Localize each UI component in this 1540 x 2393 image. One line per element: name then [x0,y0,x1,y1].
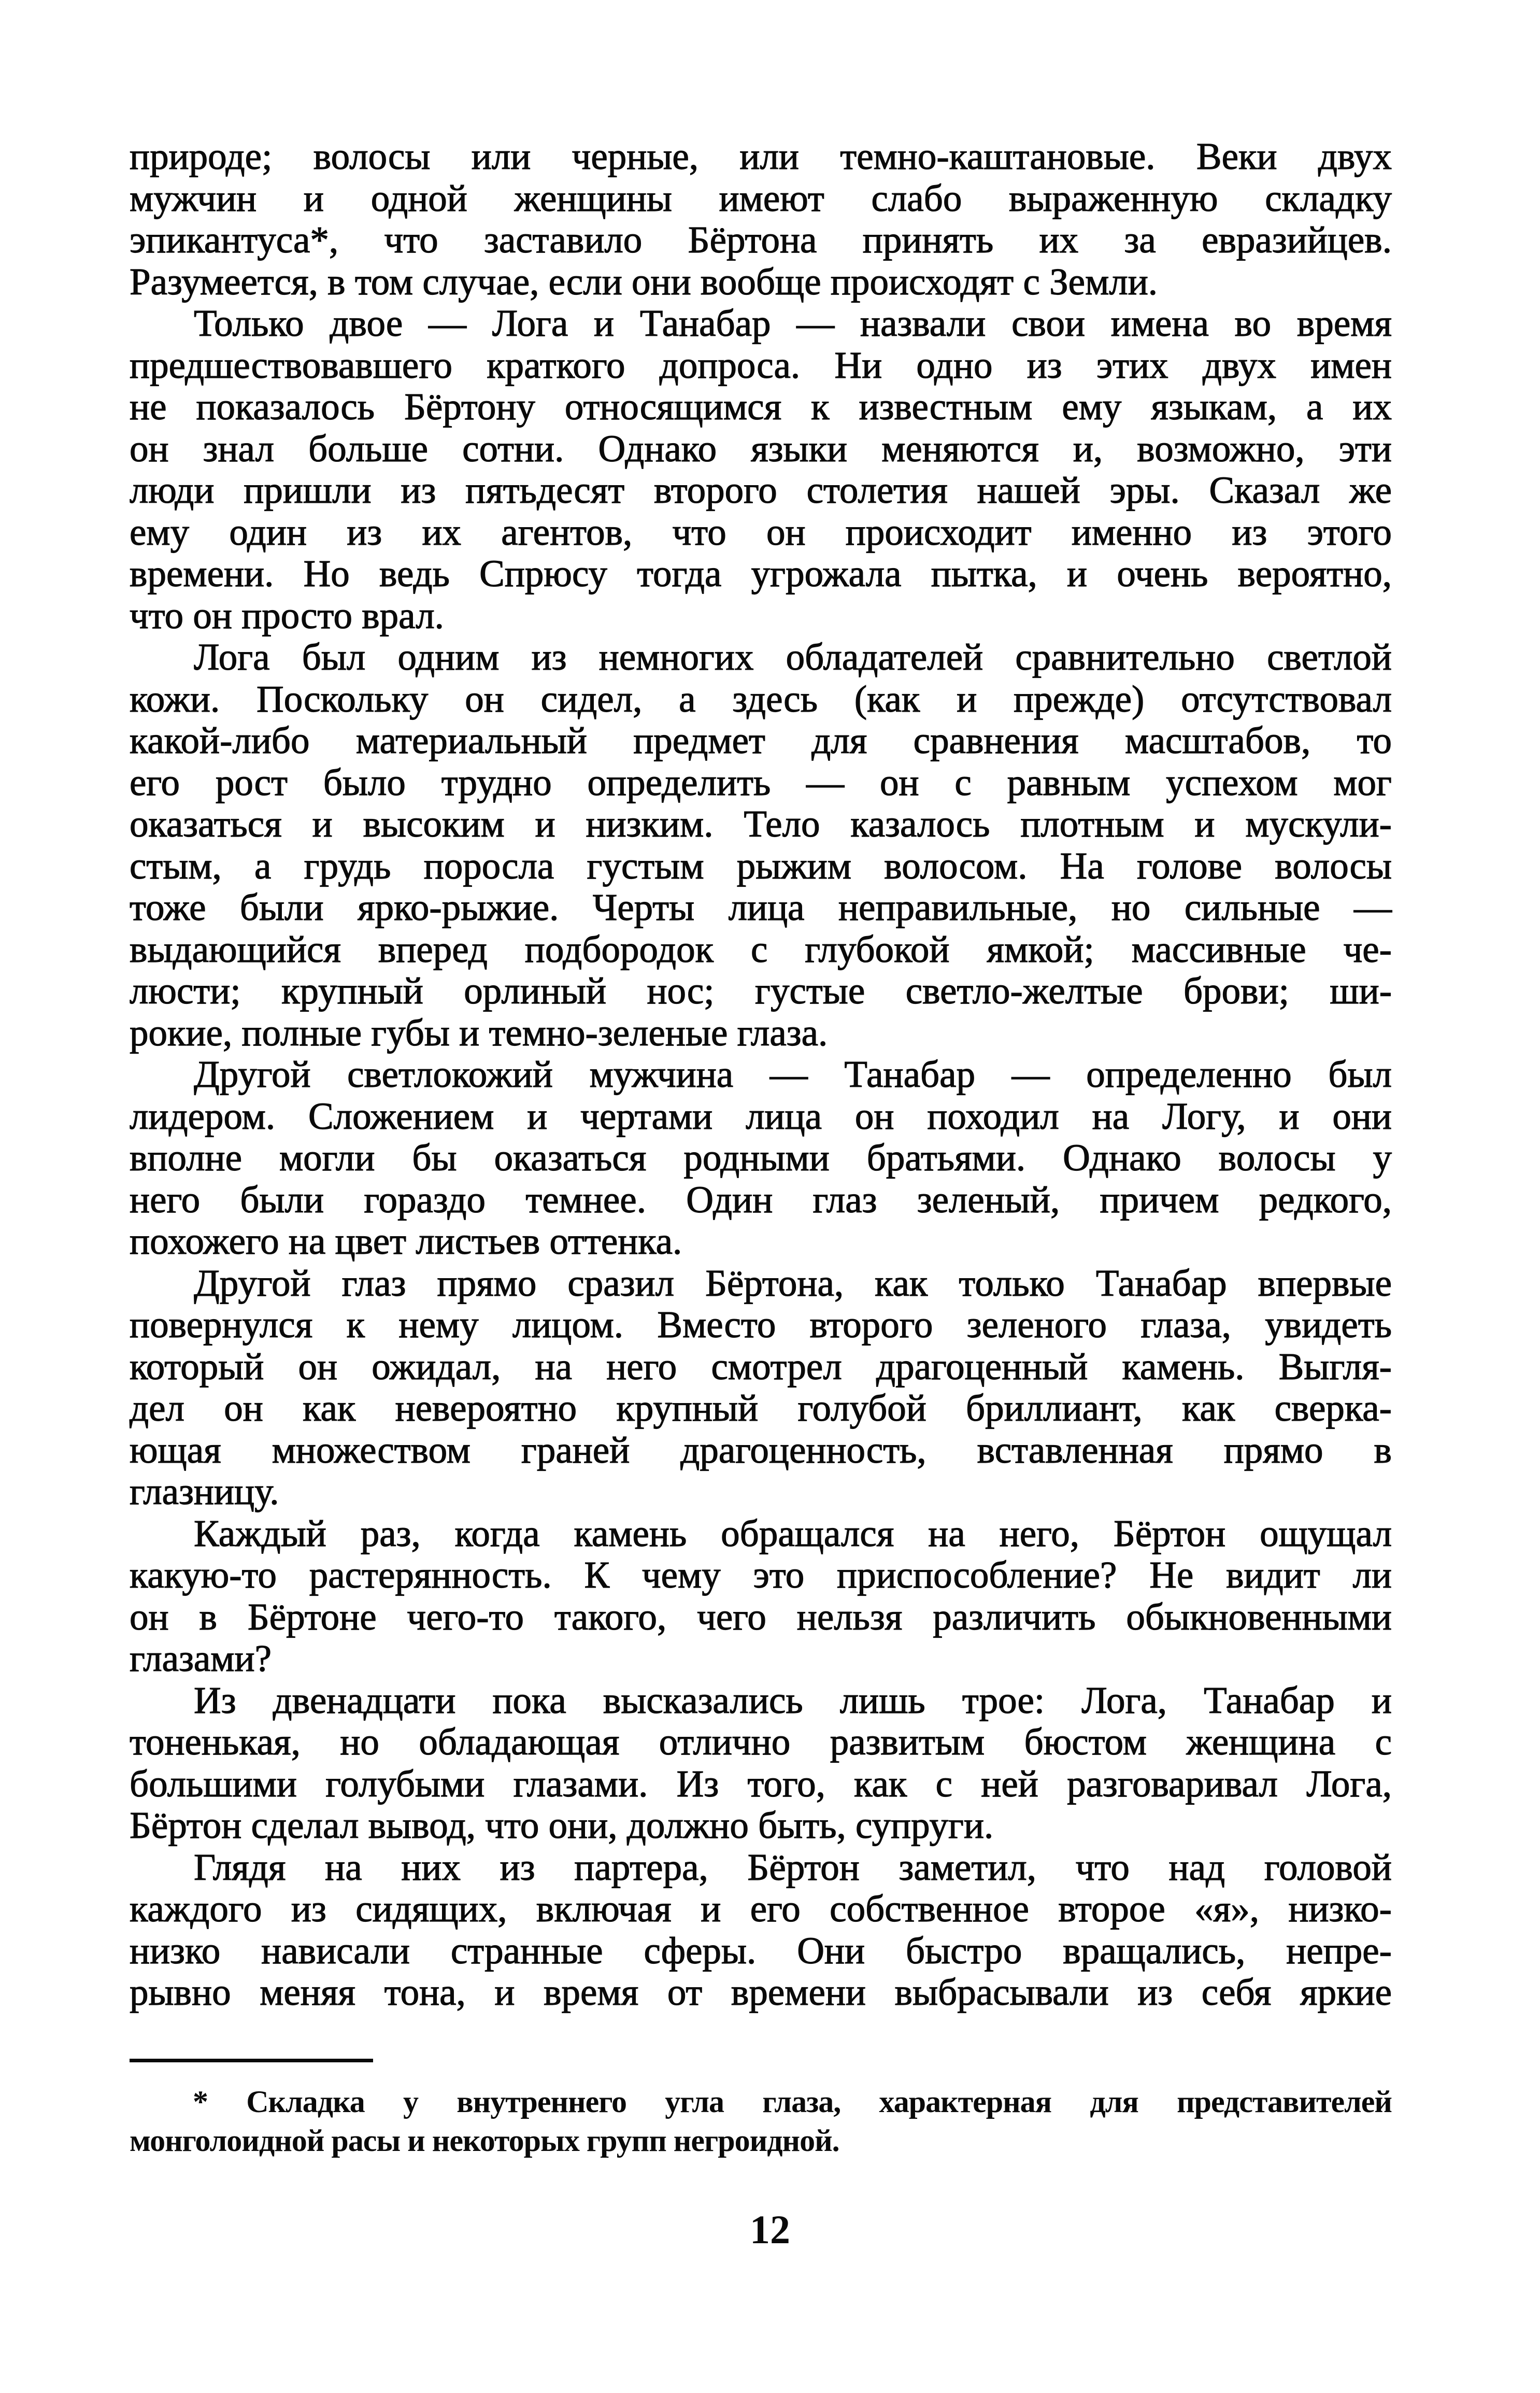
text-line: не показалось Бёртону относящимся к известным ему языкам, а их [130,386,1392,428]
footnote [130,2083,1392,2160]
text-line: большими голубыми глазами. Из того, как с ней разговаривал Лога, [130,1762,1392,1805]
paragraph [130,136,1392,303]
footnote-line: * Складка у внутреннего угла глаза, характерная для представителей [193,2085,1392,2119]
paragraph [130,1680,1392,1847]
text-line: времени. Но ведь Спрюсу тогда угрожала пытка, и очень вероятно, [130,553,1392,594]
text-line: рокие, полные губы и темно-зеленые глаза. [130,1011,828,1054]
text-line: похожего на цвет листьев оттенка. [130,1220,682,1262]
text-line: Другой глаз прямо сразил Бёртона, как только Танабар впервые [194,1262,1392,1304]
text-line: оказаться и высоким и низким. Тело казалось плотным и мускули- [130,803,1392,845]
text-line: каждого из сидящих, включая и его собственное второе «я», низко- [130,1888,1392,1930]
text-line: его рост было трудно определить — он с равным успехом мог [130,761,1392,803]
text-line: Из двенадцати пока высказались лишь трое: Лога, Танабар и [194,1679,1392,1721]
text-line: лидером. Сложением и чертами лица он походил на Логу, и они [130,1095,1392,1137]
text-line: стым, а грудь поросла густым рыжим волосом. На голове волосы [130,844,1392,887]
text-line: люди пришли из пятьдесят второго столетия нашей эры. Сказал же [130,469,1392,511]
text-line: предшествовавшего краткого допроса. Ни одно из этих двух имен [130,344,1392,386]
paragraph [130,1054,1392,1263]
text-line: мужчин и одной женщины имеют слабо выраженную складку [130,177,1392,219]
text-line: дел он как невероятно крупный голубой бриллиант, как сверка- [130,1387,1392,1429]
text-line: который он ожидал, на него смотрел драгоценный камень. Выгля- [130,1345,1392,1387]
text-line: Разумеется, в том случае, если они вообще происходят с Земли. [130,260,1158,303]
text-line: глазницу. [130,1470,279,1512]
text-line: он знал больше сотни. Однако языки меняются и, возможно, эти [130,427,1392,470]
footnote-line: монголоидной расы и некоторых групп негроидной. [130,2123,839,2158]
page-number: 12 [750,2207,790,2252]
paragraph [130,303,1392,636]
text-line: тоненькая, но обладающая отлично развитым бюстом женщина с [130,1721,1392,1763]
text-line: Глядя на них из партера, Бёртон заметил, что над головой [194,1846,1392,1888]
text-line: что он просто врал. [130,594,444,636]
paragraph [130,1263,1392,1513]
text-line: люсти; крупный орлиный нос; густые светло-желтые брови; ши- [130,970,1392,1012]
text-line: Бёртон сделал вывод, что они, должно быть, супруги. [130,1804,994,1846]
paragraph [130,636,1392,1054]
text-line: Только двое — Лога и Танабар — назвали свои имена во время [194,302,1392,344]
text-line: тоже были ярко-рыжие. Черты лица неправильные, но сильные — [130,886,1392,928]
text-line: эпикантуса*, что заставило Бёртона принять их за евразийцев. [130,219,1392,261]
text-line: вполне могли бы оказаться родными братьями. Однако волосы у [130,1137,1392,1179]
text-line: Лога был одним из немногих обладателей сравнительно светлой [194,636,1392,678]
text-line: низко нависали странные сферы. Они быстро вращались, непре- [130,1929,1392,1972]
paragraph [130,1513,1392,1680]
text-line: Каждый раз, когда камень обращался на него, Бёртон ощущал [194,1512,1392,1554]
paragraph [130,1847,1392,2014]
text-line: он в Бёртоне чего-то такого, чего нельзя различить обыкновенными [130,1595,1392,1638]
text-line: ющая множеством граней драгоценность, вставленная прямо в [130,1428,1392,1471]
text-line: него были гораздо темнее. Один глаз зеленый, причем редкого, [130,1178,1392,1221]
main-text [130,136,1392,2014]
text-line: глазами? [130,1637,272,1679]
text-line: какую-то растерянность. К чему это приспособление? Не видит ли [130,1554,1392,1596]
text-line: какой-либо материальный предмет для сравнения масштабов, то [130,719,1392,761]
text-line: кожи. Поскольку он сидел, а здесь (как и прежде) отсутствовал [130,677,1392,720]
text-line: повернулся к нему лицом. Вместо второго зеленого глаза, увидеть [130,1304,1392,1346]
text-line: рывно меняя тона, и время от времени выбрасывали из себя яркие [130,1971,1392,2013]
text-line: ему один из их агентов, что он происходит именно из этого [130,511,1392,553]
footnote-separator [130,2059,373,2062]
text-line: Другой светлокожий мужчина — Танабар — определенно был [194,1053,1392,1095]
text-line: природе; волосы или черные, или темно-каштановые. Веки двух [130,135,1392,177]
text-line: выдающийся вперед подбородок с глубокой ямкой; массивные че- [130,928,1392,970]
